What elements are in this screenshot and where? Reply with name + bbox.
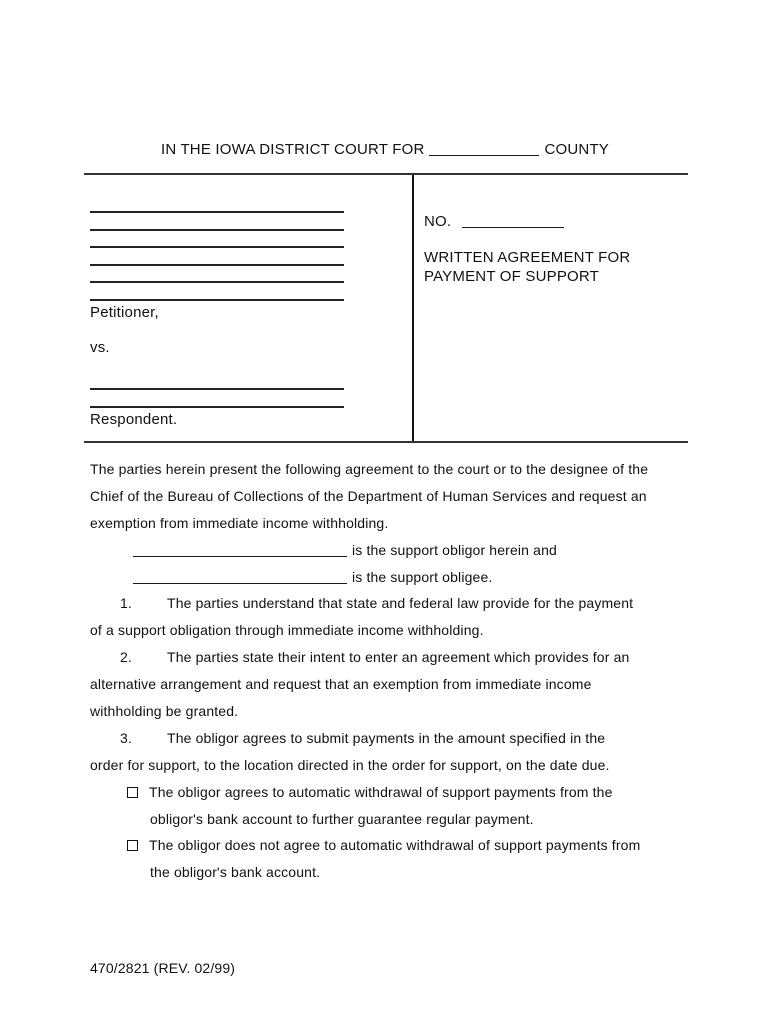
- item-1-line-1: [90, 590, 696, 617]
- petitioner-name-line-6[interactable]: [90, 299, 344, 301]
- respondent-name-line-1[interactable]: [90, 388, 344, 390]
- checkbox-item-disagree: [90, 832, 696, 859]
- item-1-line-2: of a support obligation through immediate income withholding.: [90, 622, 484, 639]
- intro-line-1: The parties herein present the following agreement to the court or to the designee of the: [90, 461, 649, 477]
- checkbox-item-agree: [90, 779, 696, 806]
- item-2-line-2: alternative arrangement and request that an exemption from immediate income: [90, 676, 592, 693]
- petitioner-name-line-5[interactable]: [90, 281, 344, 283]
- obligee-line: [90, 564, 696, 591]
- obligor-line-text: is the support obligor herein and: [352, 541, 557, 558]
- intro-line-2: Chief of the Bureau of Collections of the Department of Human Services and request an: [90, 487, 647, 504]
- checkbox-disagree-label-2: the obligor's bank account.: [150, 864, 321, 881]
- item-2-text-1: The parties state their intent to enter an agreement which provides for an: [167, 649, 630, 666]
- county-name-field[interactable]: [429, 143, 539, 156]
- respondent-name-line-2[interactable]: [90, 406, 344, 408]
- case-caption-box: [84, 173, 688, 443]
- document-heading: [424, 248, 630, 286]
- item-3-line-2: order for support, to the location directed in the order for support, on the date due.: [90, 756, 610, 773]
- petitioner-name-line-3[interactable]: [90, 246, 344, 248]
- caption-divider: [412, 175, 414, 441]
- court-title-prefix: IN THE IOWA DISTRICT COURT FOR: [160, 141, 425, 158]
- obligor-line: [90, 537, 696, 564]
- item-3-number: 3.: [120, 729, 132, 746]
- respondent-label: Respondent.: [90, 411, 178, 428]
- automatic-withdrawal-agree-checkbox[interactable]: [127, 787, 138, 798]
- document-heading-line-1: WRITTEN AGREEMENT FOR: [424, 249, 631, 266]
- item-1-number: 1.: [120, 595, 132, 612]
- form-number: 470/2821 (REV. 02/99): [90, 960, 236, 976]
- case-number-row: [424, 213, 564, 230]
- item-3-line-1: [90, 725, 696, 752]
- petitioner-label: Petitioner,: [90, 304, 159, 321]
- item-2-number: 2.: [120, 649, 132, 666]
- court-title: [0, 141, 770, 158]
- case-number-field[interactable]: [462, 215, 564, 228]
- document-body: [90, 456, 696, 886]
- versus-label: vs.: [90, 339, 110, 356]
- petitioner-name-line-2[interactable]: [90, 229, 344, 231]
- document-heading-line-2: PAYMENT OF SUPPORT: [424, 268, 600, 285]
- case-number-label: NO.: [424, 213, 452, 230]
- petitioner-name-line-1[interactable]: [90, 211, 344, 213]
- item-1-text-1: The parties understand that state and federal law provide for the payment: [167, 595, 634, 612]
- intro-line-3: exemption from immediate income withholding.: [90, 514, 389, 531]
- obligor-name-field[interactable]: [133, 545, 347, 557]
- petitioner-name-line-4[interactable]: [90, 264, 344, 266]
- obligee-name-field[interactable]: [133, 572, 347, 584]
- automatic-withdrawal-disagree-checkbox[interactable]: [127, 840, 138, 851]
- checkbox-disagree-label-1: The obligor does not agree to automatic withdrawal of support payments from: [149, 837, 641, 854]
- obligee-line-text: is the support obligee.: [352, 568, 493, 585]
- item-3-text-1: The obligor agrees to submit payments in the amount specified in the: [167, 729, 606, 746]
- court-title-suffix: COUNTY: [544, 141, 610, 158]
- checkbox-agree-label-1: The obligor agrees to automatic withdrawal of support payments from the: [149, 783, 613, 800]
- item-2-line-1: [90, 644, 696, 671]
- checkbox-agree-label-2: obligor's bank account to further guarantee regular payment.: [150, 810, 534, 827]
- item-2-line-3: withholding be granted.: [90, 703, 239, 720]
